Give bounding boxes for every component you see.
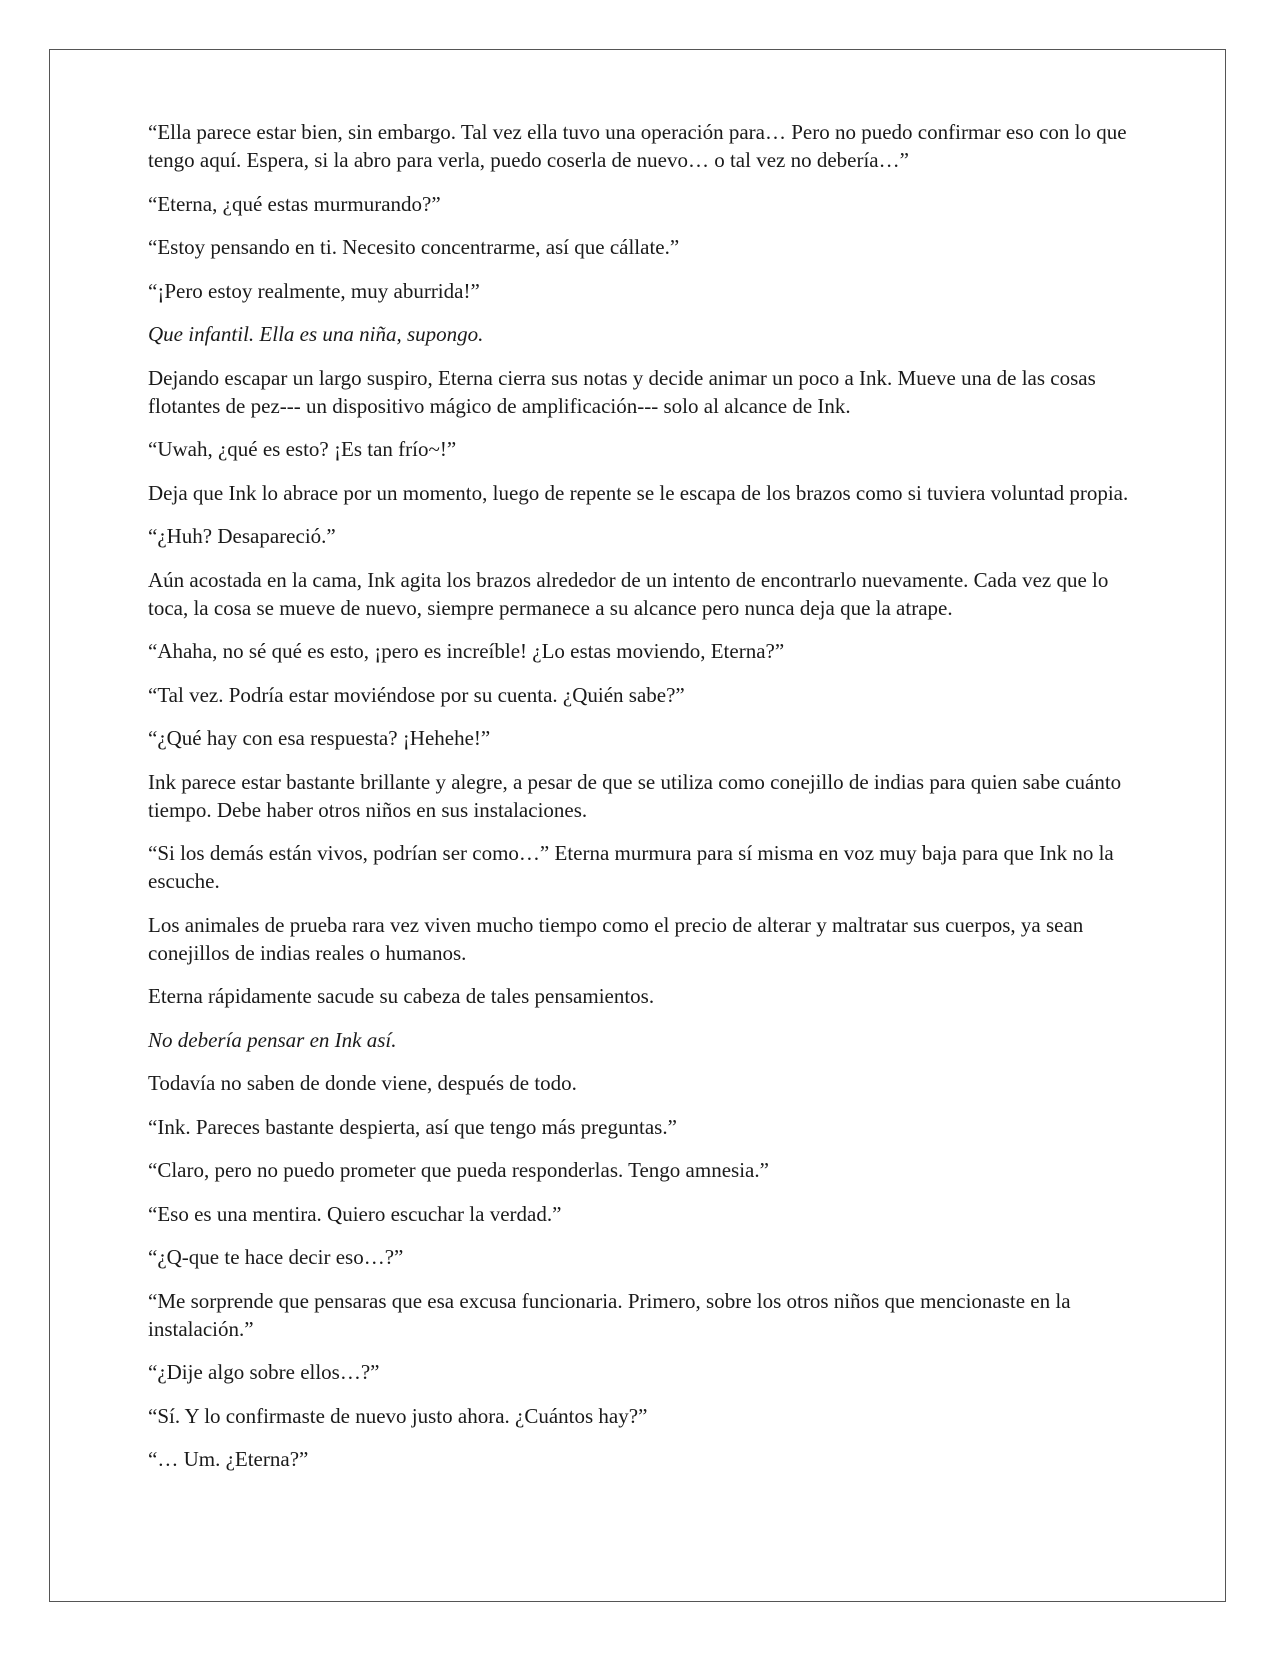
paragraph: “Si los demás están vivos, podrían ser como…” Eterna murmura para sí misma en voz muy baja para que Ink no la escuche.: [148, 841, 1114, 893]
paragraph: “¿Huh? Desapareció.”: [148, 524, 336, 548]
paragraph: “Estoy pensando en ti. Necesito concentrarme, así que cállate.”: [148, 235, 680, 259]
document-body: [148, 118, 1133, 1489]
paragraph: “Ella parece estar bien, sin embargo. Tal vez ella tuvo una operación para… Pero no puedo confirmar eso con lo que tengo aquí. Espera, si la abro para verla, puedo coserla de nuevo… o tal vez no debería…”: [148, 120, 1127, 172]
paragraph: Deja que Ink lo abrace por un momento, luego de repente se le escapa de los brazos como si tuviera voluntad propia.: [148, 480, 1129, 505]
paragraph: “Ink. Pareces bastante despierta, así que tengo más preguntas.”: [148, 1114, 677, 1139]
paragraph: Eterna rápidamente sacude su cabeza de tales pensamientos.: [148, 984, 655, 1008]
paragraph: “¿Q-que te hace decir eso…?”: [148, 1245, 404, 1269]
paragraph: Todavía no saben de donde viene, después de todo.: [148, 1071, 577, 1095]
paragraph: “¿Dije algo sobre ellos…?”: [148, 1360, 380, 1384]
paragraph: Aún acostada en la cama, Ink agita los brazos alrededor de un intento de encontrarlo nuevamente. Cada vez que lo toca, la cosa se mueve de nuevo, siempre permanece a su alcance pero nunca deja que la atrape.: [148, 567, 1109, 620]
italic-paragraph: Que infantil. Ella es una niña, supongo.: [148, 322, 484, 346]
paragraph: “¿Qué hay con esa respuesta? ¡Hehehe!”: [148, 726, 491, 750]
paragraph: “Eso es una mentira. Quiero escuchar la verdad.”: [148, 1201, 562, 1226]
paragraph: Dejando escapar un largo suspiro, Eterna cierra sus notas y decide animar un poco a Ink. Mueve una de las cosas flotantes de pez--- un dispositivo mágico de amplificación--- solo al alcance de Ink.: [148, 365, 1096, 418]
paragraph: “Sí. Y lo confirmaste de nuevo justo ahora. ¿Cuántos hay?”: [148, 1403, 648, 1428]
paragraph: “¡Pero estoy realmente, muy aburrida!”: [148, 278, 480, 303]
paragraph: “Eterna, ¿qué estas murmurando?”: [148, 191, 441, 216]
paragraph: “Claro, pero no puedo prometer que pueda responderlas. Tengo amnesia.”: [148, 1158, 769, 1182]
paragraph: Los animales de prueba rara vez viven mucho tiempo como el precio de alterar y maltratar sus cuerpos, ya sean conejillos de indias reales o humanos.: [148, 912, 1084, 965]
paragraph: “Me sorprende que pensaras que esa excusa funcionaria. Primero, sobre los otros niños que mencionaste en la instalación.”: [148, 1288, 1071, 1341]
italic-paragraph: No debería pensar en Ink así.: [148, 1027, 397, 1052]
paragraph: “… Um. ¿Eterna?”: [148, 1447, 309, 1471]
paragraph: “Ahaha, no sé qué es esto, ¡pero es increíble! ¿Lo estas moviendo, Eterna?”: [148, 639, 785, 663]
paragraph: “Tal vez. Podría estar moviéndose por su cuenta. ¿Quién sabe?”: [148, 682, 685, 707]
paragraph: “Uwah, ¿qué es esto? ¡Es tan frío~!”: [148, 437, 457, 461]
paragraph: Ink parece estar bastante brillante y alegre, a pesar de que se utiliza como conejillo de indias para quien sabe cuánto tiempo. Debe haber otros niños en sus instalaciones.: [148, 769, 1122, 822]
